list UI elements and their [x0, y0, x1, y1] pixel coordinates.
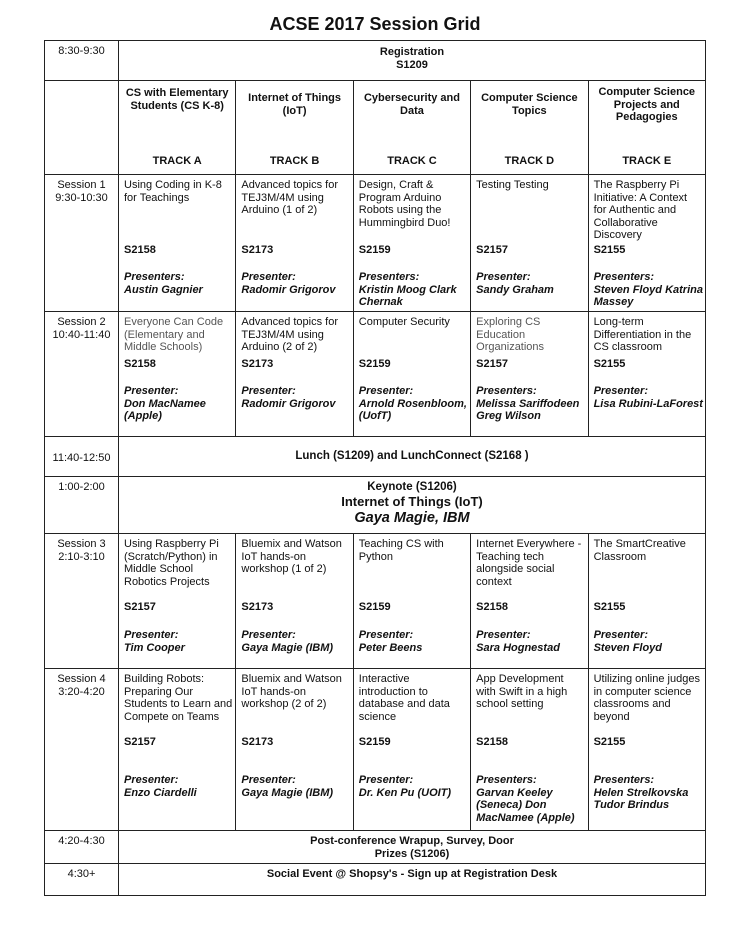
room-code: S2159 [358, 601, 391, 613]
room-code: S2173 [241, 601, 274, 613]
header-corner [45, 81, 119, 175]
room-code: S2173 [241, 244, 274, 256]
presenter-label: Presenters: [476, 774, 537, 786]
room-code: S2157 [124, 736, 156, 748]
track-name: Cybersecurity and Data [363, 92, 460, 117]
presenter-block [241, 629, 350, 654]
presenter-label: Presenter: [124, 385, 179, 397]
presenter-block [241, 774, 350, 799]
session-title: Everyone Can Code (Elementary and Middle Schools) [124, 316, 224, 353]
wrapup-row [45, 831, 706, 864]
session-title: App Development with Swift in a high school setting [476, 673, 568, 710]
session-title: Design, Craft & Program Arduino Robots using the Hummingbird Duo! [358, 179, 451, 229]
track-label: TRACK E [622, 155, 672, 167]
track-header [588, 81, 705, 175]
wrapup-time: 4:20-4:30 [45, 831, 119, 864]
session-title: Bluemix and Watson IoT hands-on workshop (1 of 2) [241, 538, 342, 575]
session-label: Session 3 [57, 538, 106, 550]
presenter-block [476, 629, 585, 654]
presenter-label: Presenter: [241, 774, 296, 786]
social-time: 4:30+ [45, 864, 119, 896]
presenter-label: Presenters: [593, 774, 655, 786]
session-title: Advanced topics for TEJ3M/4M using Arduino (2 of 2) [241, 316, 339, 353]
room-code: S2157 [124, 601, 156, 613]
session-cell [119, 175, 236, 312]
presenter-label: Presenter: [593, 385, 648, 397]
presenter-names: Enzo Ciardelli [124, 786, 197, 799]
presenter-label: Presenters: [476, 385, 537, 397]
session-cell [353, 312, 470, 437]
session-title: Using Raspberry Pi (Scratch/Python) in Middle School Robotics Projects [124, 538, 219, 588]
session-label: Session 4 [57, 673, 106, 685]
room-code: S2159 [358, 736, 391, 748]
session-cell [236, 669, 353, 831]
track-name: Computer Science Topics [481, 92, 578, 117]
session-title: Exploring CS Education Organizations [476, 316, 545, 353]
page-title: ACSE 2017 Session Grid [269, 14, 481, 34]
track-name: CS with Elementary Students (CS K-8) [125, 87, 229, 112]
session-cell [588, 534, 705, 669]
session-cell [471, 175, 588, 312]
presenter-names: Gaya Magie (IBM) [241, 786, 334, 799]
presenter-block [594, 774, 703, 812]
social-row [45, 864, 706, 896]
session-grid [44, 40, 706, 896]
registration-room: S1209 [396, 58, 428, 71]
track-label: TRACK A [152, 155, 202, 167]
track-label: TRACK C [387, 155, 437, 167]
presenter-block [476, 774, 585, 824]
keynote-topic: Internet of Things (IoT) [341, 494, 483, 509]
wrapup-text: Post-conference Wrapup, Survey, Door Prizes (S1206) [310, 835, 514, 860]
presenter-names: Dr. Ken Pu (UOIT) [358, 786, 452, 799]
session-title: Testing Testing [476, 179, 549, 191]
session-title: Bluemix and Watson IoT hands-on workshop (2 of 2) [241, 673, 342, 710]
room-code: S2158 [124, 244, 156, 256]
presenter-label: Presenter: [241, 385, 296, 397]
room-code: S2173 [241, 736, 274, 748]
presenter-names: Peter Beens [358, 641, 423, 654]
track-header [353, 81, 470, 175]
session-cell [236, 175, 353, 312]
keynote-cell [119, 477, 706, 534]
presenter-block [359, 271, 468, 309]
session-cell [588, 312, 705, 437]
social-cell [119, 864, 706, 896]
session-cell [119, 534, 236, 669]
session-label: Session 2 [57, 316, 106, 328]
room-code: S2159 [358, 358, 391, 370]
session-time-cell [45, 669, 119, 831]
room-code: S2158 [124, 358, 156, 370]
session-time-cell [45, 312, 119, 437]
presenter-names: Radomir Grigorov [241, 397, 336, 410]
presenter-block [124, 774, 233, 799]
session-cell [471, 669, 588, 831]
presenter-names: Arnold Rosenbloom, (UofT) [358, 397, 467, 422]
presenter-block [594, 385, 703, 410]
lunch-cell [119, 437, 706, 477]
session-row [45, 669, 706, 831]
presenter-label: Presenter: [124, 629, 179, 641]
session-title: Interactive introduction to database and data science [358, 673, 450, 723]
room-code: S2173 [241, 358, 274, 370]
presenter-label: Presenters: [124, 271, 185, 283]
track-header-row [45, 81, 706, 175]
presenter-label: Presenter: [476, 271, 531, 283]
session-title: Using Coding in K-8 for Teachings [124, 179, 222, 204]
session-title: The SmartCreative Classroom [593, 538, 686, 563]
keynote-speaker: Gaya Magie, IBM [354, 510, 470, 526]
session-cell [119, 669, 236, 831]
presenter-names: Radomir Grigorov [241, 283, 336, 296]
presenter-label: Presenters: [593, 271, 655, 283]
presenter-names: Sara Hognestad [476, 641, 560, 654]
session-title: Building Robots: Preparing Our Students to Learn and Compete on Teams [124, 673, 233, 723]
lunch-text: Lunch (S1209) and LunchConnect (S2168 ) [295, 450, 529, 463]
presenter-block [476, 271, 585, 296]
presenter-names: Melissa Sariffodeen Greg Wilson [476, 397, 580, 422]
presenter-block [124, 385, 233, 423]
registration-time: 8:30-9:30 [45, 41, 119, 81]
room-code: S2155 [593, 736, 626, 748]
track-name: Internet of Things (IoT) [248, 92, 342, 117]
session-cell [588, 175, 705, 312]
presenter-label: Presenter: [358, 629, 414, 641]
presenter-names: Steven Floyd [593, 641, 663, 654]
session-time-cell [45, 175, 119, 312]
track-name: Computer Science Projects and Pedagogies [598, 86, 696, 123]
registration-cell [119, 41, 706, 81]
session-cell [353, 175, 470, 312]
room-code: S2155 [593, 244, 626, 256]
presenter-label: Presenter: [241, 271, 296, 283]
room-code: S2158 [476, 601, 508, 613]
session-time-cell [45, 534, 119, 669]
presenter-names: Don MacNamee (Apple) [124, 397, 206, 422]
session-time: 10:40-11:40 [52, 328, 111, 341]
social-text: Social Event @ Shopsy's - Sign up at Registration Desk [266, 868, 558, 880]
track-label: TRACK D [504, 155, 555, 167]
lunch-time: 11:40-12:50 [45, 437, 119, 477]
room-code: S2159 [358, 244, 391, 256]
presenter-block [241, 385, 350, 410]
presenter-names: Kristin Moog Clark Chernak [358, 283, 457, 308]
presenter-block [359, 774, 468, 799]
session-time: 3:20-4:20 [58, 685, 105, 698]
presenter-block [594, 271, 703, 309]
session-cell [236, 534, 353, 669]
presenter-names: Tim Cooper [124, 641, 185, 654]
session-row [45, 175, 706, 312]
session-time: 2:10-3:10 [58, 550, 105, 563]
presenter-label: Presenter: [593, 629, 648, 641]
registration-row [45, 41, 706, 81]
presenter-label: Presenters: [358, 271, 420, 283]
presenter-label: Presenter: [124, 774, 179, 786]
registration-label: Registration [379, 46, 445, 58]
room-code: S2158 [476, 736, 508, 748]
presenter-block [476, 385, 585, 423]
presenter-label: Presenter: [358, 385, 414, 397]
track-label: TRACK B [269, 155, 320, 167]
presenter-block [124, 629, 233, 654]
session-title: Long-term Differentiation in the CS classroom [593, 316, 692, 353]
presenter-names: Steven Floyd Katrina Massey [593, 283, 703, 308]
wrapup-cell [119, 831, 706, 864]
presenter-block [359, 629, 468, 654]
room-code: S2155 [593, 601, 626, 613]
session-title: Teaching CS with Python [358, 538, 444, 563]
keynote-time: 1:00-2:00 [45, 477, 119, 534]
keynote-row [45, 477, 706, 534]
session-title: Computer Security [358, 316, 450, 328]
session-row [45, 534, 706, 669]
session-cell [353, 534, 470, 669]
presenter-names: Lisa Rubini-LaForest [593, 397, 703, 410]
track-header [236, 81, 353, 175]
presenter-names: Sandy Graham [476, 283, 554, 296]
keynote-title: Keynote (S1206) [367, 481, 457, 493]
presenter-names: Garvan Keeley (Seneca) Don MacNamee (Apple) [476, 786, 575, 824]
session-label: Session 1 [57, 179, 106, 191]
track-header [471, 81, 588, 175]
session-title: Advanced topics for TEJ3M/4M using Arduino (1 of 2) [241, 179, 339, 216]
session-row [45, 312, 706, 437]
session-title: The Raspberry Pi Initiative: A Context for Authentic and Collaborative Discovery [593, 179, 688, 241]
presenter-names: Gaya Magie (IBM) [241, 641, 334, 654]
presenter-names: Helen Strelkovska Tudor Brindus [593, 786, 689, 811]
presenter-block [594, 629, 703, 654]
room-code: S2157 [476, 358, 508, 370]
session-time: 9:30-10:30 [55, 191, 108, 204]
presenter-label: Presenter: [476, 629, 531, 641]
session-cell [471, 312, 588, 437]
session-title: Internet Everywhere - Teaching tech alongside social context [476, 538, 582, 588]
session-cell [588, 669, 705, 831]
room-code: S2157 [476, 244, 508, 256]
presenter-block [359, 385, 468, 423]
session-cell [236, 312, 353, 437]
presenter-names: Austin Gagnier [124, 283, 203, 296]
track-header [119, 81, 236, 175]
presenter-label: Presenter: [241, 629, 296, 641]
presenter-block [241, 271, 350, 296]
presenter-block [124, 271, 233, 296]
lunch-row [45, 437, 706, 477]
session-cell [353, 669, 470, 831]
session-cell [471, 534, 588, 669]
session-cell [119, 312, 236, 437]
session-title: Utilizing online judges in computer science classrooms and beyond [593, 673, 700, 723]
presenter-label: Presenter: [358, 774, 414, 786]
room-code: S2155 [593, 358, 626, 370]
